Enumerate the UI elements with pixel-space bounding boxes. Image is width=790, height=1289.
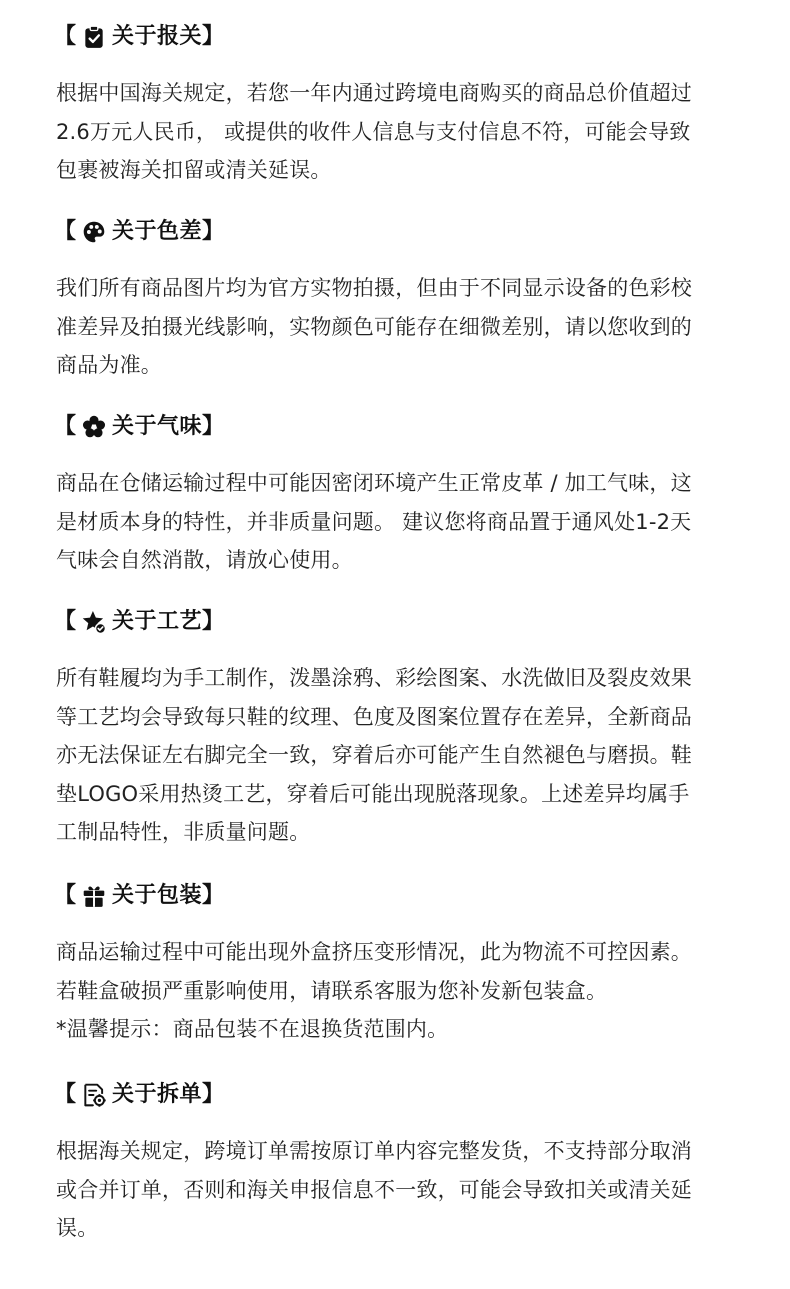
section-heading — [54, 1080, 224, 1110]
document-gear-icon — [80, 1081, 108, 1109]
section-body: 根据中国海关规定，若您一年内通过跨境电商购买的商品总价值超过 2.6万元人民币， 或提供的收件人信息与支付信息不符，可能会导致 包裹被海关扣留或清关延误。 — [56, 81, 692, 182]
close-bracket: 】 — [202, 609, 225, 634]
section-title: 关于色差 — [112, 219, 203, 244]
section-title: 关于工艺 — [112, 609, 203, 634]
flower-icon — [80, 413, 108, 441]
section-title: 关于拆单 — [112, 1082, 203, 1107]
section-heading — [54, 412, 224, 442]
open-bracket: 【 — [54, 883, 77, 908]
star-badge-icon — [80, 608, 108, 636]
section-title: 关于气味 — [112, 414, 203, 439]
section-body: 我们所有商品图片均为官方实物拍摄，但由于不同显示设备的色彩校 准差异及拍摄光线影响，实物颜色可能存在细微差别，请以您收到的 商品为准。 — [56, 276, 692, 377]
section-body: 商品运输过程中可能出现外盒挤压变形情况，此为物流不可控因素。 若鞋盒破损严重影响使用，请联系客服为您补发新包装盒。 *温馨提示：商品包装不在退换货范围内。 — [56, 940, 692, 1041]
close-bracket: 】 — [202, 883, 225, 908]
close-bracket: 】 — [202, 1082, 225, 1107]
open-bracket: 【 — [54, 219, 77, 244]
palette-icon — [80, 218, 108, 246]
close-bracket: 】 — [202, 414, 225, 439]
close-bracket: 】 — [202, 219, 225, 244]
gift-box-icon — [80, 882, 108, 910]
open-bracket: 【 — [54, 24, 77, 49]
close-bracket: 】 — [202, 24, 225, 49]
open-bracket: 【 — [54, 609, 77, 634]
open-bracket: 【 — [54, 414, 77, 439]
section-title: 关于包装 — [112, 883, 203, 908]
open-bracket: 【 — [54, 1082, 77, 1107]
section-heading — [54, 881, 224, 911]
section-body: 所有鞋履均为手工制作，泼墨涂鸦、彩绘图案、水洗做旧及裂皮效果 等工艺均会导致每只鞋的纹理、色度及图案位置存在差异，全新商品 亦无法保证左右脚完全一致，穿着后亦可能产生自然褪色与磨损。鞋 垫LOGO采用热烫工艺，穿着后可能出现脱落现象。上述差异均属手 工制品特性，非质量问题。 — [56, 666, 692, 844]
section-body: 根据海关规定，跨境订单需按原订单内容完整发货，不支持部分取消 或合并订单，否则和海关申报信息不一致，可能会导致扣关或清关延 误。 — [56, 1139, 692, 1240]
section-body: 商品在仓储运输过程中可能因密闭环境产生正常皮革 / 加工气味，这 是材质本身的特性，并非质量问题。 建议您将商品置于通风处1-2天 气味会自然消散，请放心使用。 — [56, 471, 692, 572]
clipboard-check-icon — [80, 23, 108, 51]
section-heading — [54, 607, 224, 637]
section-heading — [54, 217, 224, 247]
section-title: 关于报关 — [112, 24, 203, 49]
section-heading — [54, 22, 224, 52]
